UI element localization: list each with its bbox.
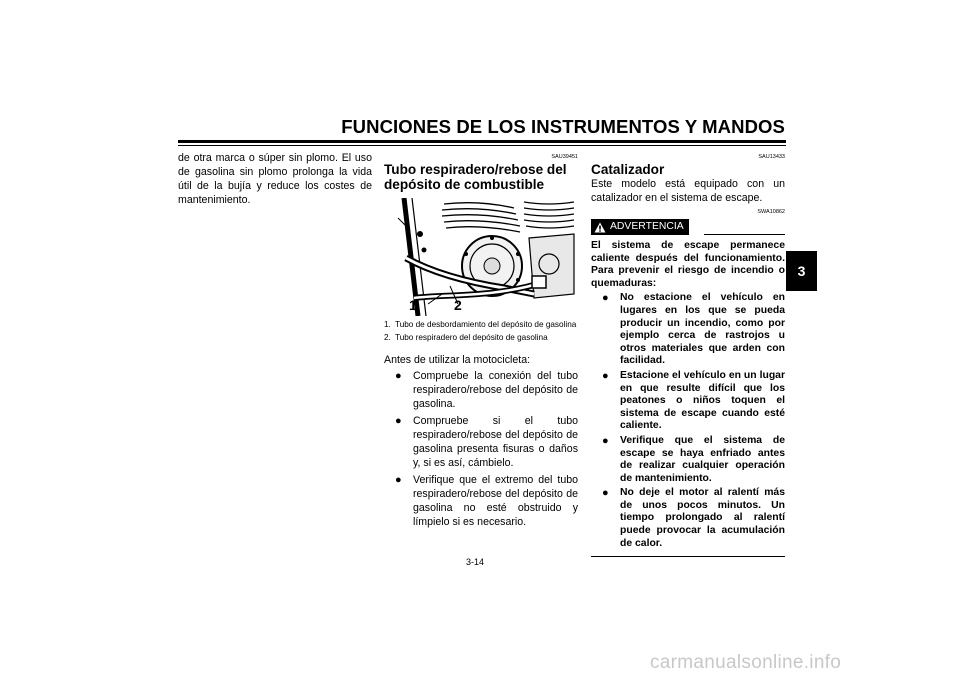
warning-header xyxy=(591,219,785,235)
warning-triangle-icon xyxy=(594,222,606,233)
bullet-text: Compruebe la conexión del tubo respiradero/rebose del depósito de gasolina. xyxy=(413,370,578,410)
bullet-item xyxy=(384,414,578,470)
warning-rule xyxy=(704,234,785,235)
caption-number: 1. xyxy=(384,320,391,329)
warning-bullet-text: Estacione el vehículo en un lugar en que resulte difícil que los peatones o niños toquen el sistema de escape cuando esté caliente. xyxy=(620,369,785,432)
section-heading-catalyst: Catalizador xyxy=(591,162,665,177)
bullet-text: Compruebe si el tubo respiradero/rebose del depósito de gasolina presenta fisuras o daños y, si es así, cámbielo. xyxy=(413,415,578,469)
bullet-icon: ● xyxy=(395,474,402,486)
bullet-icon: ● xyxy=(602,369,609,382)
col3-intro: Este modelo está equipado con un catalizador en el sistema de escape. xyxy=(591,178,785,204)
warning-label-text: ADVERTENCIA xyxy=(610,221,684,232)
figure-captions xyxy=(384,320,578,343)
warning-label xyxy=(591,219,689,235)
page-header-title: FUNCIONES DE LOS INSTRUMENTOS Y MANDOS xyxy=(341,116,785,137)
fuel-hose-figure xyxy=(384,198,576,316)
warning-bullet-text: No deje el motor al ralentí más de unos pocos minutos. Un tiempo prolongado al ralentí puede provocar la acumulación de calor. xyxy=(620,487,785,549)
header-rule-thick xyxy=(178,140,786,143)
bullet-text: Verifique que el extremo del tubo respiradero/rebose del depósito de gasolina no esté obstruido y límpielo si es necesario. xyxy=(413,474,578,528)
caption-item xyxy=(384,333,578,343)
figure-label-1: 1 xyxy=(409,297,417,313)
warning-bullet-item xyxy=(591,487,785,550)
warning-code: SWA10862 xyxy=(757,209,785,215)
bullet-icon: ● xyxy=(602,487,609,500)
caption-text: Tubo de desbordamiento del depósito de gasolina xyxy=(395,320,577,329)
warning-bullet-item xyxy=(591,370,785,433)
column-3 xyxy=(591,154,785,557)
bullet-item xyxy=(384,369,578,411)
section-code: SAU13433 xyxy=(758,154,785,160)
section-heading-fuel-breather: Tubo respiradero/rebose del depósito de combustible xyxy=(384,162,567,192)
caption-item xyxy=(384,320,578,330)
bullet-icon: ● xyxy=(395,370,402,382)
warning-text: El sistema de escape permanece caliente después del funcionamiento. Para prevenir el riesgo de incendio o quemaduras: xyxy=(591,240,785,289)
column-1 xyxy=(178,151,372,207)
warning-bullet-text: Verifique que el sistema de escape se haya enfriado antes de realizar cualquier operación de mantenimiento. xyxy=(620,434,785,484)
warning-bullet-item xyxy=(591,292,785,368)
warning-bullet-text: No estacione el vehículo en lugares en los que se pueda producir un incendio, como por ejemplo cerca de rastrojos u otros materiales que arden con facilidad. xyxy=(620,292,785,367)
page-number: 3-14 xyxy=(466,557,485,567)
caption-number: 2. xyxy=(384,333,391,342)
warning-end-rule xyxy=(591,556,785,557)
section-code: SAU39451 xyxy=(551,154,578,160)
col2-intro: Antes de utilizar la motocicleta: xyxy=(384,354,531,366)
figure-label-2: 2 xyxy=(454,297,462,313)
bullet-icon: ● xyxy=(395,415,402,427)
bullet-icon: ● xyxy=(602,434,609,447)
caption-text: Tubo respiradero del depósito de gasolina xyxy=(395,333,548,342)
chapter-tab: 3 xyxy=(786,251,817,291)
bullet-icon: ● xyxy=(602,292,609,305)
watermark: carmanualsonline.info xyxy=(650,652,842,673)
warning-body xyxy=(591,240,785,550)
bullet-item xyxy=(384,473,578,529)
warning-bullet-item xyxy=(591,435,785,485)
col1-paragraph: de otra marca o súper sin plomo. El uso de gasolina sin plomo prolonga la vida útil de la bujía y reduce los costes de mantenimiento. xyxy=(178,152,372,206)
header-rule-thin xyxy=(178,145,786,146)
column-2 xyxy=(384,154,578,529)
